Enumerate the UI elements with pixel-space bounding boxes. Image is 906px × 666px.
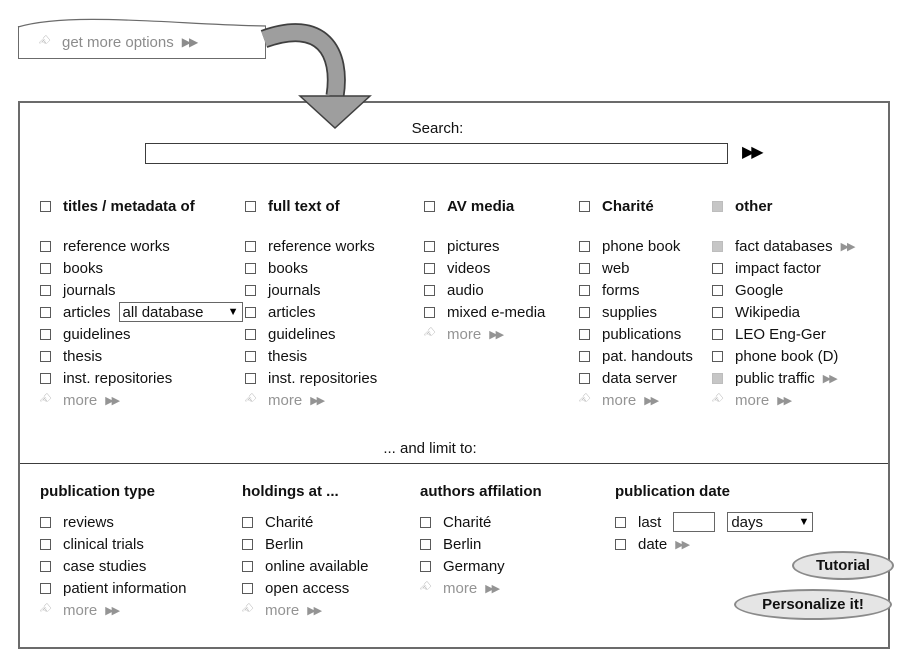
chevron-down-icon: ▼ — [227, 306, 239, 318]
pointer-hand-icon: ☜ — [237, 599, 259, 620]
checkbox[interactable] — [424, 285, 435, 296]
row-charite: Charité — [420, 511, 542, 533]
checkbox[interactable] — [242, 539, 253, 550]
row-charite: Charité — [242, 511, 368, 533]
checkbox-disabled — [712, 241, 723, 252]
row-thesis: thesis — [245, 345, 377, 367]
column-other — [707, 195, 856, 411]
checkbox[interactable] — [40, 285, 51, 296]
more-link[interactable]: ☜ more ▶▶ — [419, 323, 503, 344]
date-unit-select[interactable] — [727, 512, 813, 532]
checkbox[interactable] — [40, 539, 51, 550]
column-av-media — [419, 195, 546, 345]
more-link[interactable]: ☜ more ▶▶ — [415, 577, 499, 598]
checkbox[interactable] — [712, 285, 723, 296]
column-header-label: full text of — [268, 197, 340, 215]
header-row — [40, 195, 243, 217]
row-forms: forms — [579, 279, 693, 301]
double-arrow-icon: ▶▶ — [105, 604, 119, 617]
row-germany: Germany — [420, 555, 542, 577]
checkbox[interactable] — [420, 561, 431, 572]
row-guidelines: guidelines — [40, 323, 243, 345]
search-options-panel — [18, 101, 890, 649]
checkbox[interactable] — [579, 241, 590, 252]
checkbox[interactable] — [40, 373, 51, 384]
checkbox[interactable] — [424, 263, 435, 274]
column-header-label: titles / metadata of — [63, 197, 195, 215]
get-more-options-button[interactable] — [18, 26, 266, 59]
pointer-hand-icon: ☜ — [574, 389, 596, 410]
chevron-down-icon: ▼ — [798, 516, 810, 528]
checkbox[interactable] — [40, 201, 51, 212]
checkbox[interactable] — [245, 373, 256, 384]
curved-arrow — [250, 12, 385, 130]
column-header-label: holdings at ... — [242, 482, 339, 500]
database-select[interactable] — [119, 302, 243, 322]
checkbox[interactable] — [40, 561, 51, 572]
checkbox[interactable] — [420, 517, 431, 528]
pointer-hand-icon: ☜ — [34, 31, 56, 52]
row-articles: articles all database ▼ — [40, 301, 243, 323]
double-arrow-icon: ▶▶ — [777, 394, 791, 407]
checkbox[interactable] — [579, 263, 590, 274]
header-row — [579, 195, 693, 217]
row-public-traffic: public traffic ▶▶ — [712, 367, 856, 389]
double-arrow-icon: ▶▶ — [310, 394, 324, 407]
checkbox[interactable] — [242, 517, 253, 528]
checkbox[interactable] — [40, 583, 51, 594]
pointer-hand-icon: ☜ — [240, 389, 262, 410]
checkbox[interactable] — [245, 201, 256, 212]
tutorial-button[interactable]: Tutorial — [792, 551, 894, 580]
row-data-server: data server — [579, 367, 693, 389]
row-thesis: thesis — [40, 345, 243, 367]
row-patient-information: patient information — [40, 577, 186, 599]
row-books: books — [40, 257, 243, 279]
column-titles-metadata — [35, 195, 243, 411]
row-google: Google — [712, 279, 856, 301]
row-wikipedia: Wikipedia — [712, 301, 856, 323]
checkbox[interactable] — [245, 329, 256, 340]
checkbox[interactable] — [245, 241, 256, 252]
column-header-label: authors affilation — [420, 482, 542, 500]
column-header-label: publication date — [615, 482, 731, 500]
more-link[interactable]: ☜ more ▶▶ — [240, 389, 324, 410]
double-arrow-icon[interactable]: ▶▶ — [675, 538, 689, 551]
checkbox[interactable] — [424, 241, 435, 252]
row-books: books — [245, 257, 377, 279]
column-header-label: other — [735, 197, 773, 215]
search-submit-arrows-icon[interactable]: ▶▶ — [742, 144, 761, 161]
checkbox[interactable] — [245, 263, 256, 274]
checkbox[interactable] — [40, 351, 51, 362]
pointer-hand-icon: ☜ — [35, 599, 57, 620]
column-header-label: publication type — [40, 482, 156, 500]
checkbox[interactable] — [579, 329, 590, 340]
checkbox[interactable] — [40, 517, 51, 528]
row-pictures: pictures — [424, 235, 545, 257]
checkbox[interactable] — [712, 307, 723, 318]
column-charite — [574, 195, 693, 411]
more-link[interactable]: ☜ more ▶▶ — [707, 389, 791, 410]
divider-line — [20, 463, 888, 464]
row-videos: videos — [424, 257, 545, 279]
checkbox[interactable] — [40, 263, 51, 274]
row-inst-repositories: inst. repositories — [40, 367, 243, 389]
checkbox[interactable] — [424, 201, 435, 212]
checkbox[interactable] — [579, 201, 590, 212]
row-berlin: Berlin — [242, 533, 368, 555]
column-holdings-at — [237, 480, 369, 621]
row-leo-eng-ger: LEO Eng-Ger — [712, 323, 856, 345]
row-fact-databases: fact databases ▶▶ — [712, 235, 856, 257]
row-clinical-trials: clinical trials — [40, 533, 186, 555]
checkbox[interactable] — [579, 373, 590, 384]
column-full-text — [240, 195, 378, 411]
checkbox[interactable] — [245, 307, 256, 318]
checkbox[interactable] — [242, 583, 253, 594]
double-arrow-icon: ▶▶ — [485, 582, 499, 595]
double-arrow-icon[interactable]: ▶▶ — [822, 372, 836, 385]
row-phone-book-d: phone book (D) — [712, 345, 856, 367]
checkbox[interactable] — [579, 285, 590, 296]
checkbox[interactable] — [40, 307, 51, 318]
header-row — [424, 195, 545, 217]
row-guidelines: guidelines — [245, 323, 377, 345]
last-value-input[interactable] — [673, 512, 715, 532]
row-articles: articles — [245, 301, 377, 323]
row-reference-works: reference works — [40, 235, 243, 257]
row-mixed-e-media: mixed e-media — [424, 301, 545, 323]
row-phone-book: phone book — [579, 235, 693, 257]
more-link[interactable]: ☜ more ▶▶ — [35, 389, 119, 410]
database-select-value: all database — [122, 303, 204, 321]
checkbox[interactable] — [40, 329, 51, 340]
checkbox[interactable] — [424, 307, 435, 318]
checkbox[interactable] — [242, 561, 253, 572]
checkbox[interactable] — [579, 351, 590, 362]
double-arrow-icon: ▶▶ — [489, 328, 503, 341]
row-last: last days ▼ — [615, 511, 813, 533]
row-inst-repositories: inst. repositories — [245, 367, 377, 389]
checkbox[interactable] — [712, 263, 723, 274]
more-link[interactable]: ☜ more ▶▶ — [237, 599, 321, 620]
column-header-label: Charité — [602, 197, 654, 215]
pointer-hand-icon: ☜ — [419, 323, 441, 344]
checkbox[interactable] — [40, 241, 51, 252]
row-publications: publications — [579, 323, 693, 345]
row-pat-handouts: pat. handouts — [579, 345, 693, 367]
row-audio: audio — [424, 279, 545, 301]
checkbox[interactable] — [245, 351, 256, 362]
column-publication-date — [615, 480, 813, 555]
checkbox[interactable] — [712, 329, 723, 340]
column-header-label: AV media — [447, 197, 515, 215]
get-more-options-label: get more options — [62, 33, 174, 51]
row-reference-works: reference works — [245, 235, 377, 257]
date-unit-value: days — [731, 513, 764, 531]
pointer-hand-icon: ☜ — [707, 389, 729, 410]
search-input[interactable] — [145, 143, 728, 164]
pointer-hand-icon: ☜ — [415, 577, 437, 598]
header-row — [712, 195, 856, 217]
row-journals: journals — [40, 279, 243, 301]
checkbox[interactable] — [420, 539, 431, 550]
checkbox[interactable] — [579, 307, 590, 318]
limit-to-label: ... and limit to: — [383, 440, 477, 457]
checkbox[interactable] — [712, 351, 723, 362]
double-arrow-icon[interactable]: ▶▶ — [840, 240, 854, 253]
column-authors-affilation — [415, 480, 542, 599]
row-berlin: Berlin — [420, 533, 542, 555]
row-web: web — [579, 257, 693, 279]
row-journals: journals — [245, 279, 377, 301]
double-arrow-icon: ▶▶ — [644, 394, 658, 407]
pointer-hand-icon: ☜ — [35, 389, 57, 410]
row-date: date ▶▶ — [615, 533, 813, 555]
more-link[interactable]: ☜ more ▶▶ — [574, 389, 658, 410]
row-reviews: reviews — [40, 511, 186, 533]
last-checkbox[interactable] — [615, 517, 626, 528]
row-impact-factor: impact factor — [712, 257, 856, 279]
row-online-available: online available — [242, 555, 368, 577]
row-case-studies: case studies — [40, 555, 186, 577]
row-open-access: open access — [242, 577, 368, 599]
double-arrow-icon: ▶▶ — [181, 35, 197, 49]
more-link[interactable]: ☜ more ▶▶ — [35, 599, 119, 620]
personalize-button[interactable]: Personalize it! — [734, 589, 892, 620]
checkbox[interactable] — [245, 285, 256, 296]
search-label: Search: — [411, 120, 464, 137]
header-row — [245, 195, 377, 217]
column-publication-type — [35, 480, 187, 621]
double-arrow-icon: ▶▶ — [307, 604, 321, 617]
row-supplies: supplies — [579, 301, 693, 323]
double-arrow-icon: ▶▶ — [105, 394, 119, 407]
checkbox-disabled — [712, 201, 723, 212]
checkbox-disabled — [712, 373, 723, 384]
date-checkbox[interactable] — [615, 539, 626, 550]
